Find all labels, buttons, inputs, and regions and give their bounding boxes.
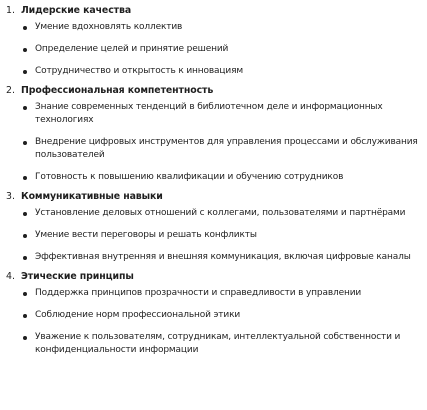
section-number: 4.: [6, 271, 15, 282]
section-leadership: [6, 4, 423, 78]
section-title: Профессиональная компетентность: [21, 85, 214, 96]
section-heading: [6, 270, 423, 283]
list-item: [6, 309, 423, 322]
section-professional-competence: [6, 84, 423, 184]
section-heading: [6, 4, 423, 17]
list-item: [6, 101, 423, 127]
section-number: 2.: [6, 85, 15, 96]
section-communication-skills: [6, 190, 423, 264]
list-item-text: Установление деловых отношений с коллегами, пользователями и партнёрами: [35, 208, 406, 218]
bullet-icon: [6, 101, 35, 114]
bullet-icon: [6, 251, 35, 264]
bullet-icon: [6, 43, 35, 56]
list-item-text: Соблюдение норм профессиональной этики: [35, 310, 241, 320]
section-title: Коммуникативные навыки: [21, 191, 163, 202]
list-item: [6, 21, 423, 34]
list-item: [6, 331, 423, 357]
list-item: [6, 229, 423, 242]
bullet-icon: [6, 21, 35, 34]
bullet-icon: [6, 207, 35, 220]
list-item-text: Готовность к повышению квалификации и обучению сотрудников: [35, 172, 344, 182]
list-item-text: Умение вдохновлять коллектив: [35, 22, 183, 32]
bullet-list: [6, 207, 423, 264]
bullet-list: [6, 287, 423, 357]
bullet-list: [6, 21, 423, 78]
section-number: 1.: [6, 5, 15, 16]
section-ethical-principles: [6, 270, 423, 357]
section-title: Этические принципы: [21, 271, 134, 282]
bullet-icon: [6, 136, 35, 149]
list-item: [6, 136, 423, 162]
section-heading: [6, 190, 423, 203]
list-item-text: Внедрение цифровых инструментов для управления процессами и обслуживания пользователей: [35, 137, 418, 160]
section-heading: [6, 84, 423, 97]
list-item-text: Сотрудничество и открытость к инновациям: [35, 66, 243, 76]
list-item-text: Поддержка принципов прозрачности и справедливости в управлении: [35, 288, 362, 298]
list-item-text: Знание современных тенденций в библиотечном деле и информационных технологиях: [35, 102, 383, 125]
list-item-text: Умение вести переговоры и решать конфликты: [35, 230, 257, 240]
bullet-icon: [6, 287, 35, 300]
section-number: 3.: [6, 191, 15, 202]
bullet-icon: [6, 309, 35, 322]
section-title: Лидерские качества: [21, 5, 132, 16]
list-item-text: Определение целей и принятие решений: [35, 44, 229, 54]
list-item: [6, 251, 423, 264]
list-item-text: Уважение к пользователям, сотрудникам, интеллектуальной собственности и конфиденциальности информации: [35, 332, 401, 355]
list-item: [6, 207, 423, 220]
bullet-list: [6, 101, 423, 184]
bullet-icon: [6, 331, 35, 344]
bullet-icon: [6, 171, 35, 184]
list-item: [6, 287, 423, 300]
list-item: [6, 65, 423, 78]
list-item: [6, 171, 423, 184]
list-item-text: Эффективная внутренняя и внешняя коммуникация, включая цифровые каналы: [35, 252, 411, 262]
list-item: [6, 43, 423, 56]
bullet-icon: [6, 229, 35, 242]
bullet-icon: [6, 65, 35, 78]
